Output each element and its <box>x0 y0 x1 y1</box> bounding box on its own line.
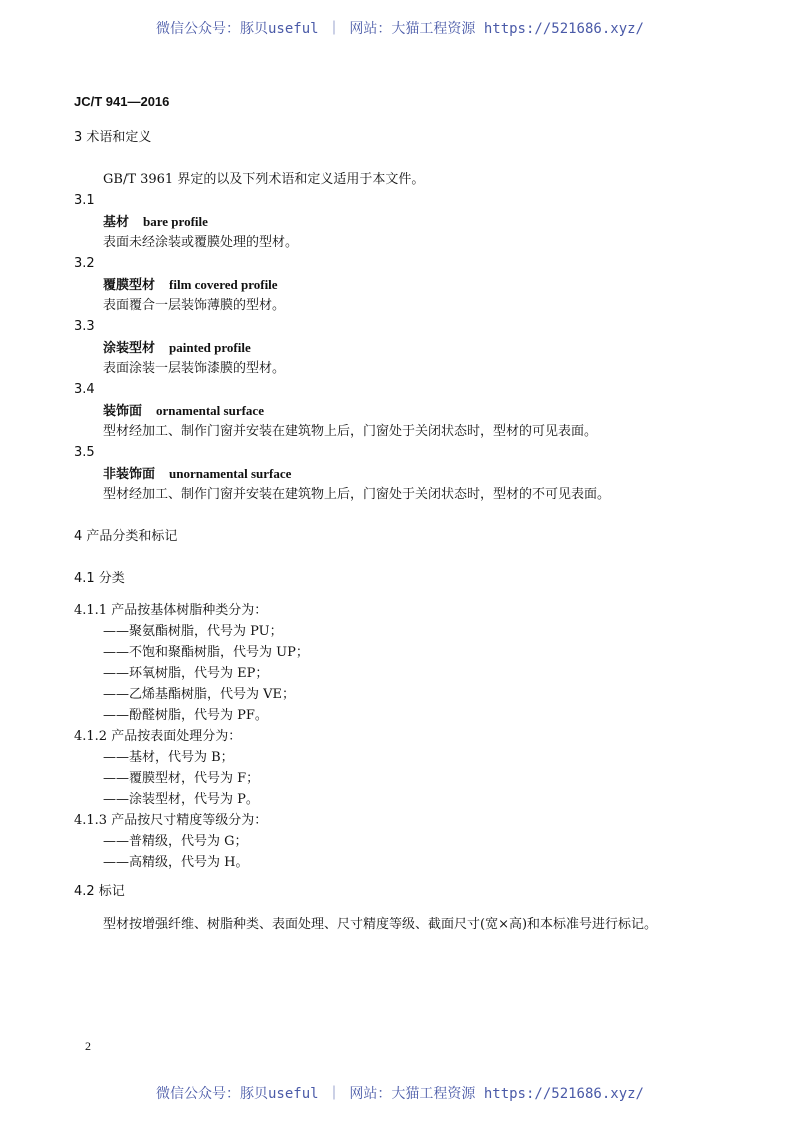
term-title <box>103 403 264 420</box>
section-3-heading: 3 术语和定义 <box>74 130 152 145</box>
section-3-intro: GB/T 3961 界定的以及下列术语和定义适用于本文件。 <box>103 172 425 187</box>
watermark-bottom: 微信公众号：豚贝useful ｜ 网站：大猫工程资源 https://521686.xyz/ <box>155 1086 644 1102</box>
term-zh: 装饰面 <box>103 404 143 419</box>
term-definition: 表面涂装一层装饰漆膜的型材。 <box>103 361 286 376</box>
term-en: unornamental surface <box>169 466 292 481</box>
list-item: ——酚醛树脂，代号为 PF。 <box>103 708 268 723</box>
watermark-top: 微信公众号：豚贝useful ｜ 网站：大猫工程资源 https://521686.xyz/ <box>155 21 644 37</box>
list-item: ——高精级，代号为 H。 <box>103 855 249 870</box>
term-number: 3.3 <box>74 319 95 334</box>
section-4-2-heading: 4.2 标记 <box>74 884 125 899</box>
term-definition: 表面覆合一层装饰薄膜的型材。 <box>103 298 286 313</box>
term-definition: 型材经加工、制作门窗并安装在建筑物上后，门窗处于关闭状态时，型材的不可见表面。 <box>103 487 611 502</box>
term-en: painted profile <box>169 340 251 355</box>
list-item: ——涂装型材，代号为 P。 <box>103 792 259 807</box>
clause-4-1-3-title: 4.1.3 产品按尺寸精度等级分为： <box>74 813 268 828</box>
clause-4-1-2-title: 4.1.2 产品按表面处理分为： <box>74 729 242 744</box>
term-number: 3.2 <box>74 256 95 271</box>
list-item: ——基材，代号为 B； <box>103 750 234 765</box>
term-title <box>103 340 251 357</box>
term-title <box>103 466 291 483</box>
term-definition: 表面未经涂装或覆膜处理的型材。 <box>103 235 299 250</box>
list-item: ——环氧树脂，代号为 EP； <box>103 666 269 681</box>
page-number: 2 <box>85 1039 91 1053</box>
term-number: 3.4 <box>74 382 95 397</box>
term-number: 3.5 <box>74 445 95 460</box>
term-title <box>103 277 278 294</box>
marking-paragraph: 型材按增强纤维、树脂种类、表面处理、尺寸精度等级、截面尺寸(宽×高)和本标准号进行标记。 <box>103 917 658 932</box>
term-en: ornamental surface <box>156 403 264 418</box>
list-item: ——普精级，代号为 G； <box>103 834 248 849</box>
term-number: 3.1 <box>74 193 95 208</box>
list-item: ——乙烯基酯树脂，代号为 VE； <box>103 687 296 702</box>
section-4-heading: 4 产品分类和标记 <box>74 529 178 544</box>
term-zh: 涂装型材 <box>103 341 156 356</box>
list-item: ——聚氨酯树脂，代号为 PU； <box>103 624 283 639</box>
term-en: bare profile <box>143 214 208 229</box>
term-definition: 型材经加工、制作门窗并安装在建筑物上后，门窗处于关闭状态时，型材的可见表面。 <box>103 424 598 439</box>
standard-code: JC/T 941—2016 <box>74 94 170 109</box>
term-zh: 基材 <box>103 215 130 230</box>
list-item: ——覆膜型材，代号为 F； <box>103 771 260 786</box>
section-4-1-heading: 4.1 分类 <box>74 571 125 586</box>
clause-4-1-1-title: 4.1.1 产品按基体树脂种类分为： <box>74 603 268 618</box>
list-item: ——不饱和聚酯树脂，代号为 UP； <box>103 645 309 660</box>
term-title <box>103 214 208 231</box>
term-zh: 非装饰面 <box>103 467 156 482</box>
term-en: film covered profile <box>169 277 278 292</box>
term-zh: 覆膜型材 <box>103 278 156 293</box>
